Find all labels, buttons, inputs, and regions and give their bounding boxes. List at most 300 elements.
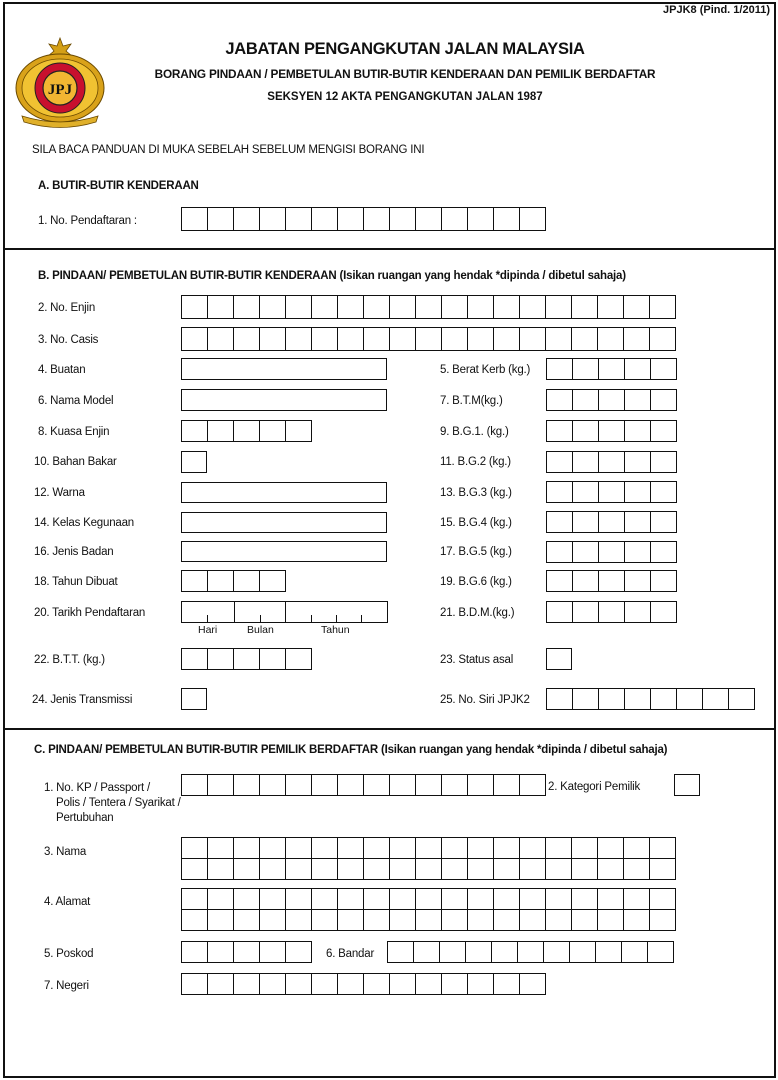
char-cell[interactable] — [285, 327, 312, 351]
char-cell[interactable] — [597, 909, 624, 931]
char-cell[interactable] — [415, 327, 442, 351]
char-cell[interactable] — [207, 295, 234, 319]
char-cell[interactable] — [624, 511, 651, 533]
char-cell[interactable] — [233, 420, 260, 442]
char-cell[interactable] — [389, 327, 416, 351]
date-divider-tick — [361, 615, 362, 623]
char-cell[interactable] — [259, 207, 286, 231]
bg5-input[interactable] — [546, 541, 677, 563]
char-cell[interactable] — [311, 909, 338, 931]
char-cell[interactable] — [572, 420, 599, 442]
char-cell[interactable] — [389, 295, 416, 319]
char-cell[interactable] — [493, 973, 520, 995]
char-cell[interactable] — [441, 327, 468, 351]
char-cell[interactable] — [337, 973, 364, 995]
char-cell[interactable] — [363, 774, 390, 796]
char-cell[interactable] — [572, 358, 599, 380]
char-cell[interactable] — [572, 389, 599, 411]
char-cell[interactable] — [598, 511, 625, 533]
char-cell[interactable] — [649, 858, 676, 880]
char-cell[interactable] — [181, 909, 208, 931]
char-cell[interactable] — [389, 837, 416, 859]
act-reference: SEKSYEN 12 AKTA PENGANGKUTAN JALAN 1987 — [267, 91, 543, 103]
char-cell[interactable] — [259, 888, 286, 910]
form-subtitle: BORANG PINDAAN / PEMBETULAN BUTIR-BUTIR KENDERAAN DAN PEMILIK BERDAFTAR — [154, 67, 656, 81]
char-cell[interactable] — [389, 909, 416, 931]
char-cell[interactable] — [233, 837, 260, 859]
char-cell[interactable] — [387, 941, 414, 963]
char-cell[interactable] — [285, 909, 312, 931]
nama-input-row1[interactable] — [181, 837, 676, 859]
char-cell[interactable] — [623, 909, 650, 931]
no-casis-input[interactable] — [181, 327, 676, 351]
char-cell[interactable] — [181, 973, 208, 995]
char-cell[interactable] — [597, 327, 624, 351]
char-cell[interactable] — [259, 973, 286, 995]
char-cell[interactable] — [598, 481, 625, 503]
char-cell[interactable] — [519, 837, 546, 859]
label-status-asal: 23. Status asal — [440, 654, 514, 666]
char-cell[interactable] — [311, 774, 338, 796]
date-divider-tick — [311, 615, 312, 623]
char-cell[interactable] — [311, 888, 338, 910]
char-cell[interactable] — [546, 451, 573, 473]
char-cell[interactable] — [233, 207, 260, 231]
char-cell[interactable] — [233, 295, 260, 319]
char-cell[interactable] — [572, 451, 599, 473]
tahun-dibuat-input[interactable] — [181, 570, 286, 592]
char-cell[interactable] — [572, 688, 599, 710]
no-kp-input[interactable] — [181, 774, 546, 796]
char-cell[interactable] — [207, 648, 234, 670]
char-cell[interactable] — [259, 570, 286, 592]
char-cell[interactable] — [259, 420, 286, 442]
char-cell[interactable] — [181, 570, 208, 592]
jenis-transmisi-input[interactable] — [181, 688, 207, 710]
char-cell[interactable] — [728, 688, 755, 710]
char-cell[interactable] — [493, 837, 520, 859]
char-cell[interactable] — [647, 941, 674, 963]
berat-kerb-input[interactable] — [546, 358, 677, 380]
char-cell[interactable] — [233, 973, 260, 995]
char-cell[interactable] — [545, 295, 572, 319]
bg3-input[interactable] — [546, 481, 677, 503]
char-cell[interactable] — [285, 774, 312, 796]
char-cell[interactable] — [285, 941, 312, 963]
char-cell[interactable] — [572, 601, 599, 623]
char-cell[interactable] — [493, 909, 520, 931]
kelas-kegunaan-input[interactable] — [181, 512, 387, 533]
char-cell[interactable] — [546, 688, 573, 710]
char-cell[interactable] — [546, 420, 573, 442]
char-cell[interactable] — [415, 858, 442, 880]
char-cell[interactable] — [233, 570, 260, 592]
char-cell[interactable] — [467, 909, 494, 931]
char-cell[interactable] — [181, 648, 208, 670]
char-cell[interactable] — [597, 858, 624, 880]
bg2-input[interactable] — [546, 451, 677, 473]
char-cell[interactable] — [207, 858, 234, 880]
char-cell[interactable] — [519, 774, 546, 796]
char-cell[interactable] — [311, 973, 338, 995]
char-cell[interactable] — [650, 451, 677, 473]
char-cell[interactable] — [597, 837, 624, 859]
char-cell[interactable] — [389, 207, 416, 231]
char-cell[interactable] — [207, 420, 234, 442]
char-cell[interactable] — [571, 888, 598, 910]
char-cell[interactable] — [441, 973, 468, 995]
char-cell[interactable] — [624, 541, 651, 563]
char-cell[interactable] — [546, 570, 573, 592]
char-cell[interactable] — [233, 327, 260, 351]
char-cell[interactable] — [676, 688, 703, 710]
char-cell[interactable] — [285, 858, 312, 880]
char-cell[interactable] — [598, 570, 625, 592]
char-cell[interactable] — [623, 888, 650, 910]
char-cell[interactable] — [546, 481, 573, 503]
char-cell[interactable] — [571, 327, 598, 351]
char-cell[interactable] — [571, 837, 598, 859]
char-cell[interactable] — [545, 909, 572, 931]
char-cell[interactable] — [623, 837, 650, 859]
char-cell[interactable] — [413, 941, 440, 963]
char-cell[interactable] — [259, 837, 286, 859]
char-cell[interactable] — [467, 837, 494, 859]
label-no-siri-jpjk2: 25. No. Siri JPJK2 — [440, 694, 530, 706]
label-kategori-pemilik: 2. Kategori Pemilik — [548, 781, 641, 793]
char-cell[interactable] — [467, 858, 494, 880]
char-cell[interactable] — [259, 327, 286, 351]
char-cell[interactable] — [415, 888, 442, 910]
char-cell[interactable] — [650, 601, 677, 623]
char-cell[interactable] — [389, 774, 416, 796]
char-cell[interactable] — [363, 973, 390, 995]
char-cell[interactable] — [233, 774, 260, 796]
char-cell[interactable] — [337, 327, 364, 351]
char-cell[interactable] — [207, 774, 234, 796]
char-cell[interactable] — [441, 909, 468, 931]
char-cell[interactable] — [649, 909, 676, 931]
tarikh-pendaftaran-input[interactable] — [181, 601, 288, 623]
label-poskod: 5. Poskod — [44, 948, 94, 960]
char-cell[interactable] — [624, 688, 651, 710]
char-cell[interactable] — [702, 688, 729, 710]
char-cell[interactable] — [363, 858, 390, 880]
char-cell[interactable] — [467, 207, 494, 231]
char-cell[interactable] — [441, 858, 468, 880]
char-cell[interactable] — [259, 774, 286, 796]
char-cell[interactable] — [649, 295, 676, 319]
label-nama: 3. Nama — [44, 846, 87, 858]
char-cell[interactable] — [181, 774, 208, 796]
bdm-input[interactable] — [546, 601, 677, 623]
warna-input[interactable] — [181, 482, 387, 503]
char-cell[interactable] — [285, 973, 312, 995]
char-cell[interactable] — [543, 941, 570, 963]
char-cell[interactable] — [598, 358, 625, 380]
char-cell[interactable] — [624, 358, 651, 380]
label-bg4: 15. B.G.4 (kg.) — [440, 517, 512, 529]
char-cell[interactable] — [415, 909, 442, 931]
label-btm: 7. B.T.M(kg.) — [440, 395, 503, 407]
char-cell[interactable] — [363, 327, 390, 351]
char-cell[interactable] — [311, 837, 338, 859]
char-cell[interactable] — [233, 888, 260, 910]
char-cell[interactable] — [337, 888, 364, 910]
buatan-input[interactable] — [181, 358, 387, 380]
char-cell[interactable] — [467, 327, 494, 351]
char-cell[interactable] — [597, 888, 624, 910]
char-cell[interactable] — [337, 774, 364, 796]
char-cell[interactable] — [650, 570, 677, 592]
bg6-input[interactable] — [546, 570, 677, 592]
char-cell[interactable] — [624, 481, 651, 503]
char-cell[interactable] — [493, 295, 520, 319]
char-cell[interactable] — [572, 570, 599, 592]
char-cell[interactable] — [311, 858, 338, 880]
char-cell[interactable] — [181, 837, 208, 859]
char-cell[interactable] — [181, 295, 208, 319]
char-cell[interactable] — [337, 837, 364, 859]
char-cell[interactable] — [337, 295, 364, 319]
char-cell[interactable] — [624, 389, 651, 411]
char-cell[interactable] — [650, 420, 677, 442]
bahan-bakar-input[interactable] — [181, 451, 207, 473]
char-cell[interactable] — [623, 327, 650, 351]
char-cell[interactable] — [571, 858, 598, 880]
char-cell[interactable] — [571, 295, 598, 319]
char-cell[interactable] — [207, 207, 234, 231]
label-buatan: 4. Buatan — [38, 364, 86, 376]
char-cell[interactable] — [598, 541, 625, 563]
char-cell[interactable] — [441, 888, 468, 910]
no-pendaftaran-input[interactable] — [181, 207, 546, 231]
char-cell[interactable] — [285, 888, 312, 910]
char-cell[interactable] — [441, 774, 468, 796]
char-cell[interactable] — [285, 648, 312, 670]
no-enjin-input[interactable] — [181, 295, 676, 319]
char-cell[interactable] — [546, 389, 573, 411]
char-cell[interactable] — [649, 888, 676, 910]
char-cell[interactable] — [467, 295, 494, 319]
char-cell[interactable] — [181, 888, 208, 910]
char-cell[interactable] — [623, 858, 650, 880]
poskod-input[interactable] — [181, 941, 312, 963]
char-cell[interactable] — [363, 837, 390, 859]
char-cell[interactable] — [207, 941, 234, 963]
char-cell[interactable] — [545, 837, 572, 859]
char-cell[interactable] — [285, 295, 312, 319]
label-hari: Hari — [198, 624, 218, 636]
char-cell[interactable] — [233, 909, 260, 931]
char-cell[interactable] — [598, 688, 625, 710]
char-cell[interactable] — [650, 389, 677, 411]
char-cell[interactable] — [285, 837, 312, 859]
label-no-kp-line3: Pertubuhan — [56, 812, 114, 824]
char-cell[interactable] — [493, 888, 520, 910]
negeri-input[interactable] — [181, 973, 546, 995]
bg1-input[interactable] — [546, 420, 677, 442]
kuasa-enjin-input[interactable] — [181, 420, 312, 442]
bandar-input[interactable] — [387, 941, 674, 963]
status-asal-input[interactable] — [546, 648, 572, 670]
char-cell[interactable] — [311, 207, 338, 231]
char-cell[interactable] — [441, 295, 468, 319]
char-cell[interactable] — [623, 295, 650, 319]
char-cell[interactable] — [441, 207, 468, 231]
char-cell[interactable] — [624, 601, 651, 623]
char-cell[interactable] — [546, 358, 573, 380]
char-cell[interactable] — [650, 511, 677, 533]
char-cell[interactable] — [649, 837, 676, 859]
nama-input-row2[interactable] — [181, 858, 676, 880]
char-cell[interactable] — [207, 570, 234, 592]
char-cell[interactable] — [389, 973, 416, 995]
char-cell[interactable] — [389, 858, 416, 880]
label-jenis-transmisi: 24. Jenis Transmissi — [32, 694, 133, 706]
char-cell[interactable] — [207, 327, 234, 351]
char-cell[interactable] — [465, 941, 492, 963]
char-cell[interactable] — [598, 601, 625, 623]
char-cell[interactable] — [624, 570, 651, 592]
char-cell[interactable] — [572, 541, 599, 563]
no-siri-jpjk2-input[interactable] — [546, 688, 755, 710]
char-cell[interactable] — [572, 481, 599, 503]
bg4-input[interactable] — [546, 511, 677, 533]
char-cell[interactable] — [259, 941, 286, 963]
char-cell[interactable] — [363, 909, 390, 931]
char-cell[interactable] — [285, 207, 312, 231]
char-cell[interactable] — [181, 941, 208, 963]
char-cell[interactable] — [415, 973, 442, 995]
char-cell[interactable] — [546, 541, 573, 563]
char-cell[interactable] — [207, 888, 234, 910]
char-cell[interactable] — [519, 973, 546, 995]
char-cell[interactable] — [493, 327, 520, 351]
label-berat-kerb: 5. Berat Kerb (kg.) — [440, 364, 531, 376]
char-cell[interactable] — [598, 389, 625, 411]
char-cell[interactable] — [598, 451, 625, 473]
char-cell[interactable] — [467, 888, 494, 910]
char-cell[interactable] — [650, 481, 677, 503]
char-cell[interactable] — [519, 207, 546, 231]
label-bandar: 6. Bandar — [326, 948, 375, 960]
char-cell[interactable] — [415, 207, 442, 231]
char-cell[interactable] — [234, 601, 288, 623]
label-tarikh-pendaftaran: 20. Tarikh Pendaftaran — [34, 607, 146, 619]
char-cell[interactable] — [545, 858, 572, 880]
char-cell[interactable] — [259, 909, 286, 931]
jenis-badan-input[interactable] — [181, 541, 387, 562]
char-cell[interactable] — [650, 358, 677, 380]
char-cell[interactable] — [337, 207, 364, 231]
char-cell[interactable] — [363, 888, 390, 910]
char-cell[interactable] — [624, 451, 651, 473]
char-cell[interactable] — [493, 207, 520, 231]
char-cell[interactable] — [415, 837, 442, 859]
char-cell[interactable] — [233, 858, 260, 880]
char-cell[interactable] — [363, 295, 390, 319]
char-cell[interactable] — [337, 858, 364, 880]
char-cell[interactable] — [572, 511, 599, 533]
char-cell[interactable] — [311, 295, 338, 319]
date-divider-tick — [260, 615, 261, 623]
char-cell[interactable] — [233, 941, 260, 963]
char-cell[interactable] — [233, 648, 260, 670]
char-cell[interactable] — [207, 973, 234, 995]
char-cell[interactable] — [519, 327, 546, 351]
label-kelas-kegunaan: 14. Kelas Kegunaan — [34, 517, 134, 529]
char-cell[interactable] — [519, 858, 546, 880]
char-cell[interactable] — [389, 888, 416, 910]
char-cell[interactable] — [546, 511, 573, 533]
char-cell[interactable] — [624, 420, 651, 442]
char-cell[interactable] — [545, 327, 572, 351]
btt-input[interactable] — [181, 648, 312, 670]
char-cell[interactable] — [519, 295, 546, 319]
char-cell[interactable] — [181, 207, 208, 231]
alamat-input-row2[interactable] — [181, 909, 676, 931]
char-cell[interactable] — [597, 295, 624, 319]
char-cell[interactable] — [285, 420, 312, 442]
char-cell[interactable] — [467, 973, 494, 995]
char-cell[interactable] — [363, 207, 390, 231]
label-bdm: 21. B.D.M.(kg.) — [440, 607, 515, 619]
nama-model-input[interactable] — [181, 389, 387, 411]
char-cell[interactable] — [595, 941, 622, 963]
char-cell[interactable] — [415, 774, 442, 796]
char-cell[interactable] — [181, 327, 208, 351]
char-cell[interactable] — [598, 420, 625, 442]
char-cell[interactable] — [569, 941, 596, 963]
char-cell[interactable] — [491, 941, 518, 963]
label-no-enjin: 2. No. Enjin — [38, 302, 96, 314]
form-code: JPJK8 (Pind. 1/2011) — [663, 4, 770, 16]
char-cell[interactable] — [546, 601, 573, 623]
char-cell[interactable] — [650, 688, 677, 710]
char-cell[interactable] — [259, 858, 286, 880]
char-cell[interactable] — [207, 837, 234, 859]
char-cell[interactable] — [441, 837, 468, 859]
char-cell[interactable] — [649, 327, 676, 351]
char-cell[interactable] — [493, 858, 520, 880]
char-cell[interactable] — [621, 941, 648, 963]
alamat-input-row1[interactable] — [181, 888, 676, 910]
char-cell[interactable] — [181, 601, 235, 623]
char-cell[interactable] — [259, 648, 286, 670]
btm-input[interactable] — [546, 389, 677, 411]
char-cell[interactable] — [311, 327, 338, 351]
char-cell[interactable] — [519, 888, 546, 910]
char-cell[interactable] — [467, 774, 494, 796]
char-cell[interactable] — [519, 909, 546, 931]
char-cell[interactable] — [207, 909, 234, 931]
char-cell[interactable] — [181, 858, 208, 880]
char-cell[interactable] — [337, 909, 364, 931]
kategori-pemilik-input[interactable] — [674, 774, 700, 796]
char-cell[interactable] — [259, 295, 286, 319]
label-bahan-bakar: 10. Bahan Bakar — [34, 456, 117, 468]
char-cell[interactable] — [571, 909, 598, 931]
char-cell[interactable] — [545, 888, 572, 910]
char-cell[interactable] — [181, 420, 208, 442]
char-cell[interactable] — [493, 774, 520, 796]
char-cell[interactable] — [415, 295, 442, 319]
char-cell[interactable] — [650, 541, 677, 563]
label-bg3: 13. B.G.3 (kg.) — [440, 487, 512, 499]
char-cell[interactable] — [517, 941, 544, 963]
char-cell[interactable] — [439, 941, 466, 963]
